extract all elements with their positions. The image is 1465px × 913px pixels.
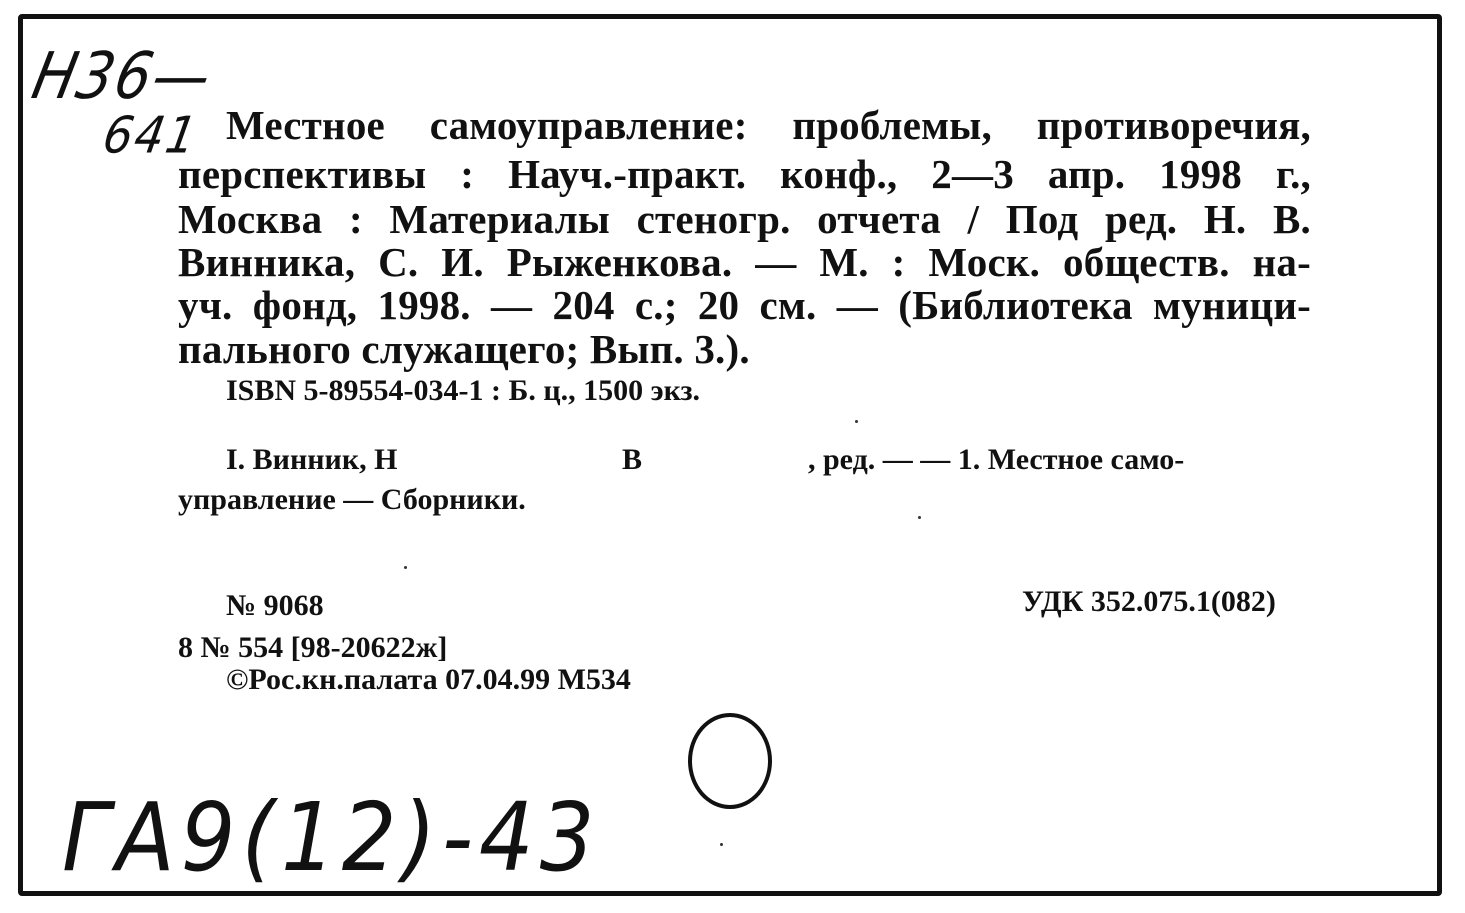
speck xyxy=(404,566,407,569)
speck xyxy=(918,516,921,519)
copyright-line: ©Рос.кн.палата 07.04.99 М534 xyxy=(226,663,631,696)
card-punch-hole xyxy=(688,713,772,809)
tracing-editor-name: I. Винник, Н xyxy=(226,443,398,476)
handwritten-shelf-mark: Н36— xyxy=(26,39,220,114)
description-line: Винника, С. И. Рыженкова. — М. : Моск. обществ. на- xyxy=(178,239,1311,285)
description-line: Москва : Материалы стеногр. отчета / Под ред. Н. В. xyxy=(178,196,1311,242)
description-line: пального служащего; Вып. 3.). xyxy=(178,326,750,372)
speck xyxy=(855,420,858,423)
description-line: Местное самоуправление: проблемы, противоречия, xyxy=(226,102,1311,148)
tracing-subject: , ред. — — 1. Местное само- xyxy=(808,443,1185,476)
description-line: уч. фонд, 1998. — 204 с.; 20 см. — (Библиотека муници- xyxy=(178,282,1311,328)
tracing-line-continued: управление — Сборники. xyxy=(178,483,526,516)
speck xyxy=(720,843,723,846)
udk-code: УДК 352.075.1(082) xyxy=(1022,585,1276,618)
registration-number: 8 № 554 [98-20622ж] xyxy=(178,631,448,664)
record-number: № 9068 xyxy=(226,589,324,622)
isbn-line: ISBN 5-89554-034-1 : Б. ц., 1500 экз. xyxy=(226,374,701,407)
handwritten-shelf-number: 641 xyxy=(98,105,204,165)
description-line: перспективы : Науч.-практ. конф., 2—3 апр. 1998 г., xyxy=(178,151,1311,197)
tracing-editor-initial: В xyxy=(622,443,643,476)
handwritten-classification-mark: ГА9(12)-43 xyxy=(62,783,601,893)
